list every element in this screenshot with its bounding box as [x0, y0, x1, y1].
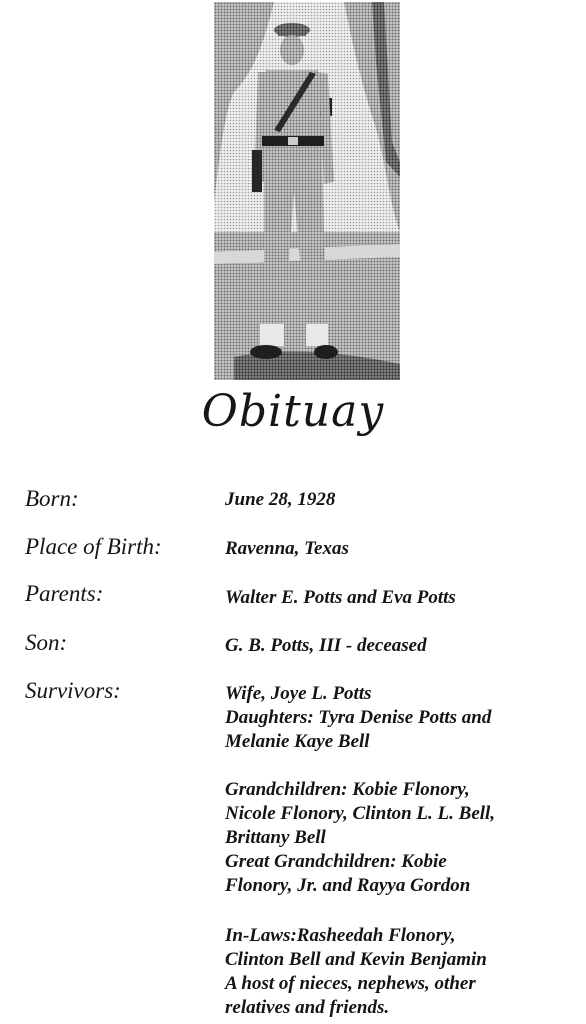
- son-label: Son:: [25, 630, 68, 655]
- born-value: June 28, 1928: [225, 489, 336, 510]
- survivors-line: Wife, Joye L. Potts: [225, 683, 372, 704]
- survivors-line: Brittany Bell: [225, 827, 326, 848]
- place-of-birth-label: Place of Birth:: [25, 534, 162, 559]
- parents-value: Walter E. Potts and Eva Potts: [225, 587, 456, 608]
- survivors-line: Nicole Flonory, Clinton L. L. Bell,: [225, 803, 496, 824]
- survivors-label: Survivors:: [25, 678, 121, 703]
- survivors-line: In-Laws:Rasheedah Flonory,: [225, 925, 456, 946]
- survivors-line: Great Grandchildren: Kobie: [225, 851, 447, 872]
- portrait-photo: [214, 2, 400, 380]
- parents-label: Parents:: [25, 581, 104, 606]
- survivors-line: Melanie Kaye Bell: [225, 731, 370, 752]
- survivors-line: A host of nieces, nephews, other: [225, 973, 476, 994]
- son-value: G. B. Potts, III - deceased: [225, 635, 427, 656]
- place-of-birth-value: Ravenna, Texas: [225, 538, 349, 559]
- survivors-line: relatives and friends.: [225, 997, 390, 1018]
- soldier-portrait-photo-icon: [214, 2, 400, 380]
- born-label: Born:: [25, 486, 79, 511]
- page-title: Obituay: [201, 386, 385, 437]
- survivors-line: Grandchildren: Kobie Flonory,: [225, 779, 470, 800]
- survivors-line: Daughters: Tyra Denise Potts and: [225, 707, 492, 728]
- survivors-line: Flonory, Jr. and Rayya Gordon: [225, 875, 471, 896]
- survivors-line: Clinton Bell and Kevin Benjamin: [225, 949, 487, 970]
